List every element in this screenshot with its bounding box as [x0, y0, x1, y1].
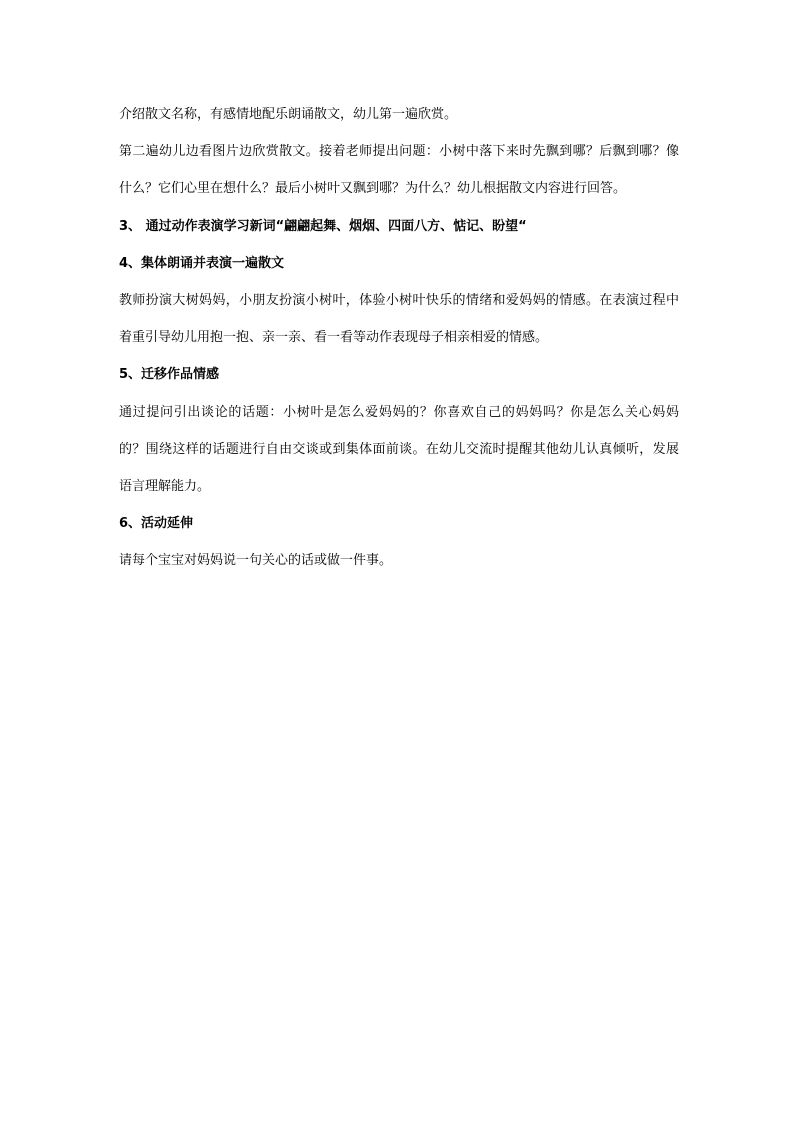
section-heading-5: 5、迁移作品情感 [119, 367, 220, 383]
section-heading-4: 4、集体朗诵并表演一遍散文 [119, 255, 285, 271]
section-heading-6: 6、活动延伸 [119, 516, 194, 532]
section-heading-3: 3、 通过动作表演学习新词“翩翩起舞、烟烟、四面八方、惦记、盼望“ [119, 218, 527, 234]
paragraph-discussion-end: 语言理解能力。 [119, 478, 211, 494]
paragraph-discussion: 通过提问引出谈论的话题：小树叶是怎么爱妈妈的？你喜欢自己的妈妈吗？你是怎么关心妈妈 [119, 404, 679, 420]
paragraph-performance-cont: 着重引导幼儿用抱一抱、亲一亲、看一看等动作表现母子相亲相爱的情感。 [119, 330, 549, 346]
paragraph-intro: 介绍散文名称，有感情地配乐朗诵散文，幼儿第一遍欣赏。 [119, 107, 458, 122]
paragraph-extension: 请每个宝宝对妈妈说一句关心的话或做一件事。 [119, 553, 393, 569]
document-body [119, 103, 679, 586]
paragraph-performance: 教师扮演大树妈妈，小朋友扮演小树叶，体验小树叶快乐的情绪和爱妈妈的情感。在表演过程中 [119, 292, 679, 308]
paragraph-second-reading: 第二遍幼儿边看图片边欣赏散文。接着老师提出问题：小树中落下来时先飘到哪？后飘到哪？像 [119, 144, 679, 160]
paragraph-second-reading-cont: 什么？它们心里在想什么？最后小树叶又飘到哪？为什么？幼儿根据散文内容进行回答。 [119, 181, 627, 197]
paragraph-discussion-cont: 的？围绕这样的话题进行自由交谈或到集体面前谈。在幼儿交流时提醒其他幼儿认真倾听，发展 [119, 441, 679, 457]
